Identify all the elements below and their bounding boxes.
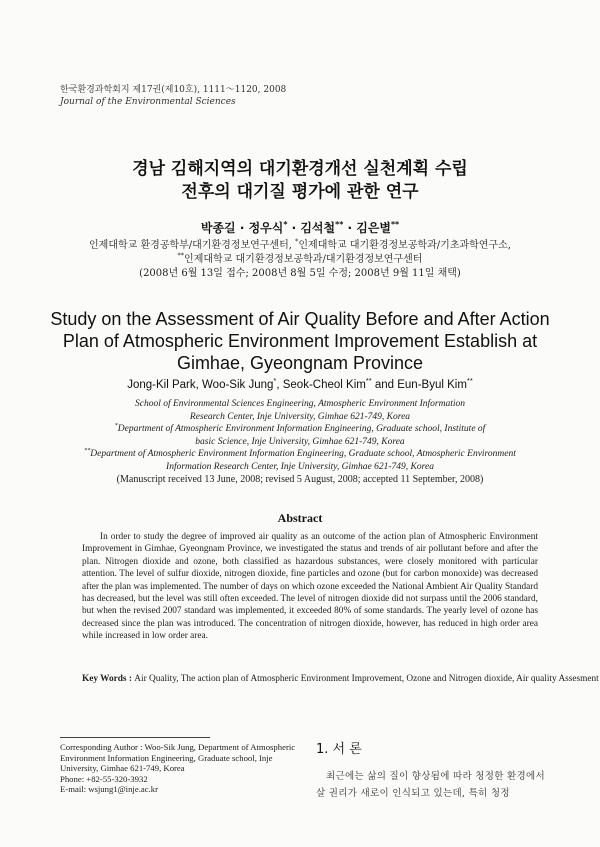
affil-en-line: Information Research Center, Inje University, Gimhae 621-749, Korea [166, 461, 434, 472]
affil-en-line [80, 448, 520, 461]
affil-en-text: Department of Atmospheric Environment Information Engineering, Graduate school, Atmospheric Environment [90, 449, 516, 459]
korean-title [0, 158, 600, 204]
author-mark: * [283, 220, 288, 229]
author-mark: ** [466, 376, 473, 386]
author-separator: · [343, 221, 357, 235]
affil-en-text: Department of Atmospheric Environment Information Engineering, Graduate school, Institute of [117, 424, 486, 434]
received-dates-ko: (2008년 6월 13일 접수; 2008년 8월 5일 수정; 2008년 9월 11일 채택) [139, 268, 461, 279]
author-ko-1: 박종길 [200, 221, 236, 235]
author-separator: · [235, 221, 249, 235]
affil-en-line: basic Science, Inje University, Gimhae 621-749, Korea [195, 436, 405, 447]
korean-authors [0, 219, 600, 236]
author-separator: · [287, 221, 301, 235]
corr-phone: Phone: +82-55-320-3932 [60, 773, 148, 784]
manuscript-dates: (Manuscript received 13 June, 2008; revised 5 August, 2008; accepted 11 September, 2008) [116, 474, 484, 485]
english-title [40, 308, 560, 374]
affil-ko-part: 인제대학교 대기환경정보공학과/기초과학연구소, [298, 240, 511, 251]
author-ko-3: 김석철 [300, 221, 336, 235]
keywords-text: Air Quality, The action plan of Atmospheric Environment Improvement, Ozone and Nitrogen dioxide, Air quality Assesment [134, 674, 599, 684]
author-en-2: Woo-Sik Jung [202, 379, 274, 391]
english-title-line1: Study on the Assessment of Air Quality Before and After Action [50, 309, 550, 329]
author-en-1: Jong-Kil Park, [127, 379, 203, 391]
abstract-body: In order to study the degree of improved air quality as an outcome of the action plan of Atmospheric Environment Improvement in Gimhae, Gyeongnam Province, we investigated the status and trends of air pollutant before and after the plan. Nitrogen dioxide and ozone, both classified as hazardous substances, were closely monitored with particular attention. The level of sulfur dioxide, nitrogen dioxide, fine particles and ozone (but for carbon monoxide) was decreased after the plan was implemented. The number of days on which ozone exceeded the National Ambient Air Quality Standard has decreased, but the level was still often exceeded. The level of nitrogen dioxide did not surpass until the 2006 standard, but when the revised 2007 standard was implemented, it exceeded 80% of some standards. The yearly level of ozone has decreased since the plan was introduced. The concentration of nitrogen dioxide, however, has reduced in high order area while increased in low order area. [82, 532, 539, 642]
affil-mark: * [114, 422, 118, 429]
author-en-3: , Seok-Cheol Kim [276, 379, 366, 391]
author-ko-2: 정우식 [248, 221, 284, 235]
keywords [82, 673, 599, 686]
footnote-divider [60, 737, 210, 738]
english-title-line2: Plan of Atmospheric Environment Improvement Establish at [62, 331, 538, 351]
corr-author-line: Corresponding Author : Woo-Sik Jung, Department of Atmospheric Environment Information Engineering, Graduate school, Inje University, Gimhae 621-749, Korea [60, 742, 296, 773]
korean-affiliations [60, 239, 540, 281]
corr-email: E-mail: wsjung1@inje.ac.kr [60, 784, 158, 794]
section-title-introduction: 1. 서 론 [316, 742, 362, 757]
affil-ko-line1 [60, 239, 540, 253]
english-affiliations [80, 398, 520, 473]
affil-en-line: Research Center, Inje University, Gimhae 621-749, Korea [189, 411, 411, 422]
author-mark: ** [335, 220, 344, 229]
affil-en-line [80, 423, 520, 436]
abstract-heading: Abstract [277, 511, 323, 525]
keywords-label: Key Words : [82, 674, 135, 684]
english-title-line3: Gimhae, Gyeongnam Province [176, 353, 424, 373]
author-en-4: and Eun-Byul Kim [371, 379, 467, 391]
korean-title-line1: 경남 김해지역의 대기환경개선 실천계획 수립 [132, 159, 468, 179]
journal-citation: 한국환경과학회지 제17권(제10호), 1111～1120, 2008 [60, 85, 287, 95]
author-mark: * [273, 376, 277, 386]
author-mark: ** [365, 376, 372, 386]
author-ko-4: 김은별 [356, 221, 391, 235]
affil-mark: ** [84, 447, 91, 454]
affil-ko-part: 인제대학교 대기환경정보공학과/대기환경정보연구센터 [184, 254, 423, 265]
affil-ko-line2 [60, 253, 540, 267]
affil-mark: * [295, 237, 299, 246]
affil-en-line: School of Environmental Sciences Engineering, Atmospheric Environment Information [135, 399, 465, 409]
author-mark: ** [390, 220, 400, 229]
corresponding-author [60, 742, 305, 795]
korean-title-line2: 전후의 대기질 평가에 관한 연구 [181, 182, 419, 202]
english-authors [0, 376, 600, 391]
affil-mark: ** [177, 251, 185, 260]
journal-header [60, 84, 286, 108]
affil-ko-part: 인제대학교 환경공학부/대기환경정보연구센터, [89, 240, 296, 251]
journal-name: Journal of the Environmental Sciences [60, 97, 236, 107]
introduction-text: 최근에는 삶의 질이 향상됨에 따라 청정한 환경에서 살 권리가 새로이 인식되고 있는데, 특히 청정 [316, 771, 545, 799]
